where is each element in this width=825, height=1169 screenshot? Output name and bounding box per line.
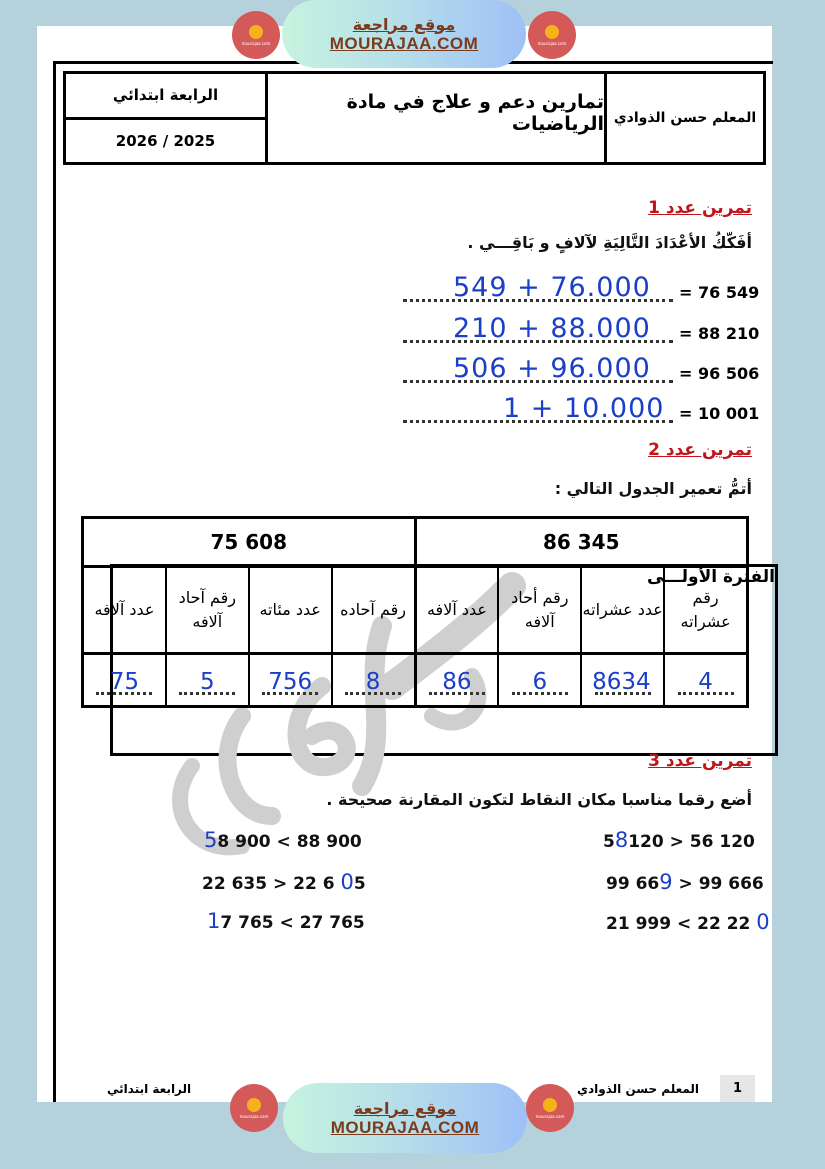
column-header: رقم آحاده [333,568,417,652]
exercise-1-instruction: أفَكّكُ الأعْدَادَ التَّالِيَةِ لآلافٍ و بَاقِـــي . [467,233,752,252]
banner-arabic-text: موقع مراجعة [353,1098,457,1118]
column-header: رقم عشراته [680,588,731,631]
exercise-2-instruction: أتمُّ تعمير الجدول التالي : [554,479,752,498]
handwritten-answer: 210 + 88.000 [453,313,651,344]
handwritten-digit: 1 [207,909,221,933]
answer-dotted-line[interactable] [403,353,673,384]
handwritten-answer: 4 [698,669,713,695]
number-header-75608: 75 608 [84,519,417,565]
handwritten-digit: 0 [340,870,354,894]
answer-dotted-line[interactable] [403,272,673,303]
answer-cell[interactable] [499,655,582,708]
handwritten-answer: 75 [109,669,140,695]
column-header: عدد آلافه [417,568,500,652]
handwritten-answer: 506 + 96.000 [453,353,651,384]
handwritten-answer: 549 + 76.000 [453,272,651,303]
answer-cell[interactable] [250,655,333,708]
comparison-item[interactable]: 17 765 < 27 765 [207,909,365,933]
footer-level: الرابعة ابتدائي [107,1082,192,1096]
decomposition-row [403,353,764,383]
place-value-table [81,516,749,708]
header-level-year [66,74,268,162]
number-header-86345: 86 345 [542,530,620,554]
handwritten-digit: 5 [204,828,218,852]
banner-site-url[interactable]: MOURAJAA.COM [329,33,479,53]
column-header: عدد آلافه [84,568,167,652]
decomposition-row [403,272,764,302]
number-to-decompose: = 76 549 [679,283,760,302]
number-to-decompose: = 10 001 [679,404,760,423]
handwritten-answer: 8634 [592,669,651,695]
comparison-item[interactable]: 58120 > 56 120 [603,828,755,852]
handwritten-answer: 8 [365,669,381,695]
worksheet-page [37,26,775,1102]
handwritten-digit: 8 [614,828,629,852]
column-header: عدد عشراته [582,568,665,652]
column-header: رقم آحاد آلافه [167,568,250,652]
site-logo-icon[interactable]: mourajaa.com [528,11,576,59]
period-label: الفترة الأولـــى [110,564,778,756]
decomposition-row [403,313,764,343]
decomposition-row [403,393,764,423]
handwritten-digit: 0 [756,910,770,934]
answer-dotted-line[interactable] [403,313,673,344]
banner-arabic-text: موقع مراجعة [352,14,456,34]
answer-cell[interactable] [417,655,500,708]
column-header: عدد مئاته [250,568,333,652]
exercise-1-title: تمرين عدد 1 [648,198,752,218]
handwritten-answer: 6 [532,669,548,695]
site-banner-top[interactable] [282,0,526,68]
comparison-item[interactable]: 58 900 < 88 900 [204,828,362,852]
number-to-decompose: = 96 506 [679,364,760,383]
exercise-3-title: تمرين عدد 3 [648,751,752,771]
exercise-2-title: تمرين عدد 2 [648,440,752,460]
school-year: 2026 / 2025 [115,131,216,150]
site-banner-bottom[interactable] [283,1083,527,1153]
handwritten-answer: 5 [199,669,215,695]
number-to-decompose: = 88 210 [679,324,760,343]
grade-level: الرابعة ابتدائي [66,74,265,120]
site-logo-icon[interactable]: mourajaa.com [230,1084,278,1132]
answer-cell[interactable] [665,655,746,708]
answer-cell[interactable] [582,655,665,708]
site-logo-icon[interactable]: mourajaa.com [526,1084,574,1132]
banner-site-url[interactable]: MOURAJAA.COM [330,1117,480,1137]
page-number: 1 [720,1075,755,1102]
column-header: رقم أحاد آلافه [499,568,582,652]
handwritten-digit: 9 [659,870,673,894]
handwritten-answer: 756 [268,669,313,695]
site-logo-icon[interactable]: mourajaa.com [232,11,280,59]
answer-dotted-line[interactable] [403,393,673,424]
teacher-name: المعلم حسن الذوادي [613,110,757,126]
comparison-item[interactable]: 21 999 < 22 22 0 [606,910,770,934]
footer-teacher: المعلم حسن الذوادي [577,1082,700,1096]
handwritten-answer: 86 [442,669,472,695]
page-frame-left [53,61,56,1102]
answer-cell[interactable] [333,655,417,708]
exercise-3-instruction: أضع رقما مناسبا مكان النقاط لتكون المقارنة صحيحة . [326,790,752,809]
handwritten-answer: 1 + 10.000 [503,393,665,424]
comparison-item[interactable]: 99 669 > 99 666 [606,870,764,894]
worksheet-title: تمارين دعم و علاج في مادة الرياضيات [346,91,604,135]
answer-cell[interactable] [167,655,250,708]
comparison-item[interactable]: 22 635 > 22 6 05 [202,870,366,894]
answer-cell[interactable] [84,655,167,708]
